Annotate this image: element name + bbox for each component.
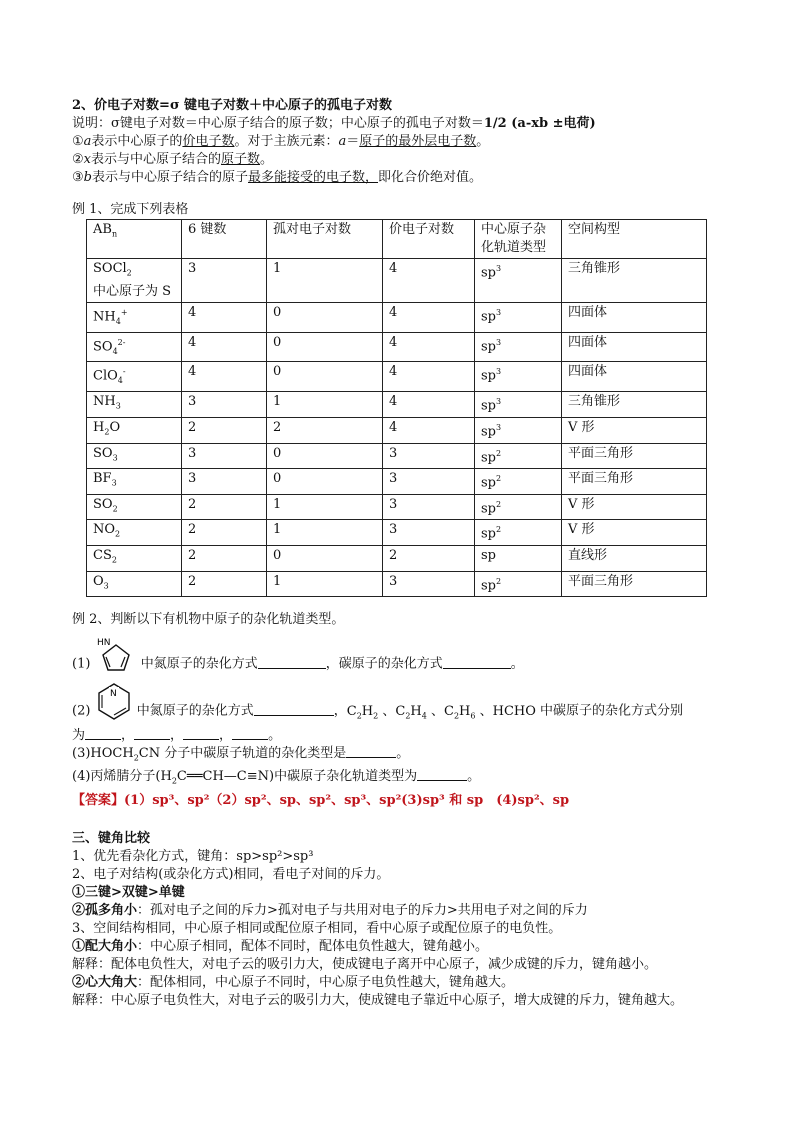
example2-q2-cont: 为 ， ， ， 。	[72, 728, 282, 744]
header-sigma: 6 键数	[182, 220, 267, 259]
cell-formula: $H_2O$	[87, 417, 182, 443]
cell-hybridization: $sp^3$	[475, 417, 562, 443]
pyridine-ring-icon	[95, 681, 133, 721]
cell-valence-pairs: 2	[383, 545, 475, 571]
q3-answer-blank	[346, 745, 396, 758]
document-page	[72, 97, 722, 1010]
section2-note: 说明：σ键电子对数＝中心原子结合的原子数；中心原子的孤电子对数＝1/2 (a-xb ±电荷)	[72, 116, 596, 131]
table-row	[87, 469, 707, 495]
section3-line7: 解释：配体电负性大，对电子云的吸引力大，使成键电子离开中心原子，减少成键的斥力，键角越小。	[72, 957, 658, 973]
cell-hybridization: $sp^3$	[475, 332, 562, 362]
q1-c-answer-blank	[443, 656, 511, 669]
q4-answer-blank	[417, 768, 467, 781]
cell-hybridization: $sp^2$	[475, 494, 562, 520]
cell-sigma: 3	[182, 469, 267, 495]
example2-q3: $(3)HOCH_2CN$ 分子中碳原子轨道的杂化类型是 。	[72, 746, 410, 763]
pyrrole-ring-icon	[95, 633, 137, 675]
section3-line2: 2、电子对结构(或杂化方式)相同，看电子对间的斥力。	[72, 867, 390, 883]
cell-formula: ClO$_4$-	[87, 362, 182, 392]
cell-valence-pairs: 4	[383, 417, 475, 443]
cell-lone-pairs: 0	[267, 332, 383, 362]
cell-lone-pairs: 1	[267, 494, 383, 520]
table-row	[87, 362, 707, 392]
q2-n-answer-blank	[254, 703, 334, 716]
cell-shape: 四面体	[562, 362, 707, 392]
section3-line6: ①配大角小：中心原子相同，配体不同时，配体电负性越大，键角越小。	[72, 939, 489, 955]
cell-shape: V 形	[562, 494, 707, 520]
table-row	[87, 520, 707, 546]
cell-lone-pairs: 0	[267, 443, 383, 469]
table-row	[87, 494, 707, 520]
cell-lone-pairs: 2	[267, 417, 383, 443]
table-row	[87, 392, 707, 418]
example2-answer: 【答案】(1）sp³、sp²（2）sp²、sp、sp²、sp³、sp²(3)sp³ 和 sp (4)sp²、sp	[72, 793, 570, 809]
cell-valence-pairs: 3	[383, 520, 475, 546]
cell-formula: SOCl$_2$ 中心原子为 S	[87, 259, 182, 303]
cell-lone-pairs: 1	[267, 392, 383, 418]
table-header-row	[87, 220, 707, 259]
cell-lone-pairs: 0	[267, 469, 383, 495]
cell-formula: $O_3$	[87, 571, 182, 597]
section3-line1: 1、优先看杂化方式，键角：sp>sp²>sp³	[72, 849, 314, 865]
table-row	[87, 417, 707, 443]
cell-lone-pairs: 0	[267, 362, 383, 392]
cell-sigma: 2	[182, 494, 267, 520]
cell-shape: 平面三角形	[562, 443, 707, 469]
section3-title: 三、键角比较	[72, 831, 151, 847]
cell-sigma: 2	[182, 571, 267, 597]
cell-formula: $BF_3$	[87, 469, 182, 495]
cell-shape: 平面三角形	[562, 571, 707, 597]
example2-q4: (4)丙烯腈分子$(H_2C══CH—C\equiv N)$中碳原子杂化轨道类型为 。	[72, 768, 481, 786]
header-shape: 空间构型	[562, 220, 707, 259]
example2-title: 例 2、判断以下有机物中原子的杂化轨道类型。	[72, 612, 345, 628]
cell-shape: 直线形	[562, 545, 707, 571]
cell-valence-pairs: 4	[383, 362, 475, 392]
section2-item2: ②x表示与中心原子结合的原子数。	[72, 152, 274, 167]
section3-line9: 解释：中心原子电负性大，对电子云的吸引力大，使成键电子靠近中心原子，增大成键的斥力，键角越大。	[72, 993, 684, 1009]
cell-shape: 三角锥形	[562, 259, 707, 303]
pyridine-n-label: N	[109, 689, 117, 700]
section2-title: 2、价电子对数=σ 键电子对数＋中心原子的孤电子对数	[72, 98, 393, 113]
section2-item3: ③b表示与中心原子结合的原子最多能接受的电子数，即化合价绝对值。	[72, 170, 483, 185]
cell-formula: $SO_3$	[87, 443, 182, 469]
cell-sigma: 4	[182, 332, 267, 362]
table-row	[87, 545, 707, 571]
q1-n-answer-blank	[258, 656, 326, 669]
cell-lone-pairs: 0	[267, 545, 383, 571]
cell-sigma: 3	[182, 443, 267, 469]
cell-hybridization: $sp^2$	[475, 571, 562, 597]
cell-sigma: 3	[182, 392, 267, 418]
cell-valence-pairs: 4	[383, 332, 475, 362]
cell-hybridization: $sp^3$	[475, 259, 562, 303]
table-row	[87, 443, 707, 469]
q2-hcho-blank	[232, 727, 268, 740]
section2-item1: ①a表示中心原子的价电子数。对于主族元素：a＝原子的最外层电子数。	[72, 134, 490, 149]
table-row	[87, 302, 707, 332]
header-hybridization: 中心原子杂 化轨道类型	[475, 220, 562, 259]
example1-title: 例 1、完成下列表格	[72, 202, 189, 217]
cell-sigma: 3	[182, 259, 267, 303]
cell-valence-pairs: 3	[383, 469, 475, 495]
cell-sigma: 2	[182, 545, 267, 571]
cell-valence-pairs: 4	[383, 259, 475, 303]
cell-valence-pairs: 3	[383, 443, 475, 469]
cell-valence-pairs: 3	[383, 571, 475, 597]
cell-lone-pairs: 1	[267, 520, 383, 546]
header-abn: $AB_n$	[87, 220, 182, 259]
cell-formula: $SO_2$	[87, 494, 182, 520]
hybridization-table	[86, 219, 707, 597]
section3-line8: ②心大角大：配体相同，中心原子不同时，中心原子电负性越大，键角越大。	[72, 975, 515, 991]
cell-hybridization: sp	[475, 545, 562, 571]
cell-formula: $SO_4^{2-}$	[87, 332, 182, 362]
cell-hybridization: $sp^3$	[475, 362, 562, 392]
cell-sigma: 4	[182, 302, 267, 332]
pyrrole-nh-label: HN	[96, 638, 111, 649]
cell-shape: 四面体	[562, 332, 707, 362]
section3-line4: ②孤多角小：孤对电子之间的斥力>孤对电子与共用对电子的斥力>共用电子对之间的斥力	[72, 903, 588, 919]
cell-shape: 三角锥形	[562, 392, 707, 418]
header-valence-pairs: 价电子对数	[383, 220, 475, 259]
cell-hybridization: $sp^2$	[475, 520, 562, 546]
cell-hybridization: $sp^3$	[475, 302, 562, 332]
cell-hybridization: $sp^3$	[475, 392, 562, 418]
q2-c2h6-blank	[183, 727, 219, 740]
cell-sigma: 2	[182, 417, 267, 443]
cell-valence-pairs: 4	[383, 302, 475, 332]
table-row	[87, 259, 707, 303]
cell-formula: $NO_2$	[87, 520, 182, 546]
table-body	[87, 220, 707, 597]
cell-shape: V 形	[562, 417, 707, 443]
cell-lone-pairs: 1	[267, 259, 383, 303]
cell-valence-pairs: 4	[383, 392, 475, 418]
q2-c2h4-blank	[134, 727, 170, 740]
cell-shape: 平面三角形	[562, 469, 707, 495]
cell-valence-pairs: 3	[383, 494, 475, 520]
header-lone-pairs: 孤对电子对数	[267, 220, 383, 259]
cell-sigma: 4	[182, 362, 267, 392]
cell-sigma: 2	[182, 520, 267, 546]
cell-formula: $CS_2$	[87, 545, 182, 571]
section3-line3: ①三键>双键>单键	[72, 885, 185, 901]
example2-q2: (2) N 中氮原子的杂化方式 ，$C_2H_2$ 、$C_2H_4$ 、$C_2H_6$ 、HCHO 中碳原子的杂化方式分别	[72, 681, 722, 727]
table-row	[87, 332, 707, 362]
table-row	[87, 571, 707, 597]
q2-molecules: $C_2H_2$ 、$C_2H_4$ 、$C_2H_6$ 、HCHO	[346, 703, 541, 721]
cell-formula: $NH_4^+$	[87, 302, 182, 332]
cell-hybridization: $sp^2$	[475, 443, 562, 469]
cell-lone-pairs: 1	[267, 571, 383, 597]
cell-lone-pairs: 0	[267, 302, 383, 332]
example2-q1: (1) HN 中氮原子的杂化方式 ，碳原子的杂化方式 。	[72, 633, 722, 679]
q2-c2h2-blank	[85, 727, 121, 740]
cell-formula: $NH_3$	[87, 392, 182, 418]
cell-shape: 四面体	[562, 302, 707, 332]
cell-hybridization: $sp^2$	[475, 469, 562, 495]
cell-shape: V 形	[562, 520, 707, 546]
section3-line5: 3、空间结构相同，中心原子相同或配位原子相同，看中心原子或配位原子的电负性。	[72, 921, 562, 937]
